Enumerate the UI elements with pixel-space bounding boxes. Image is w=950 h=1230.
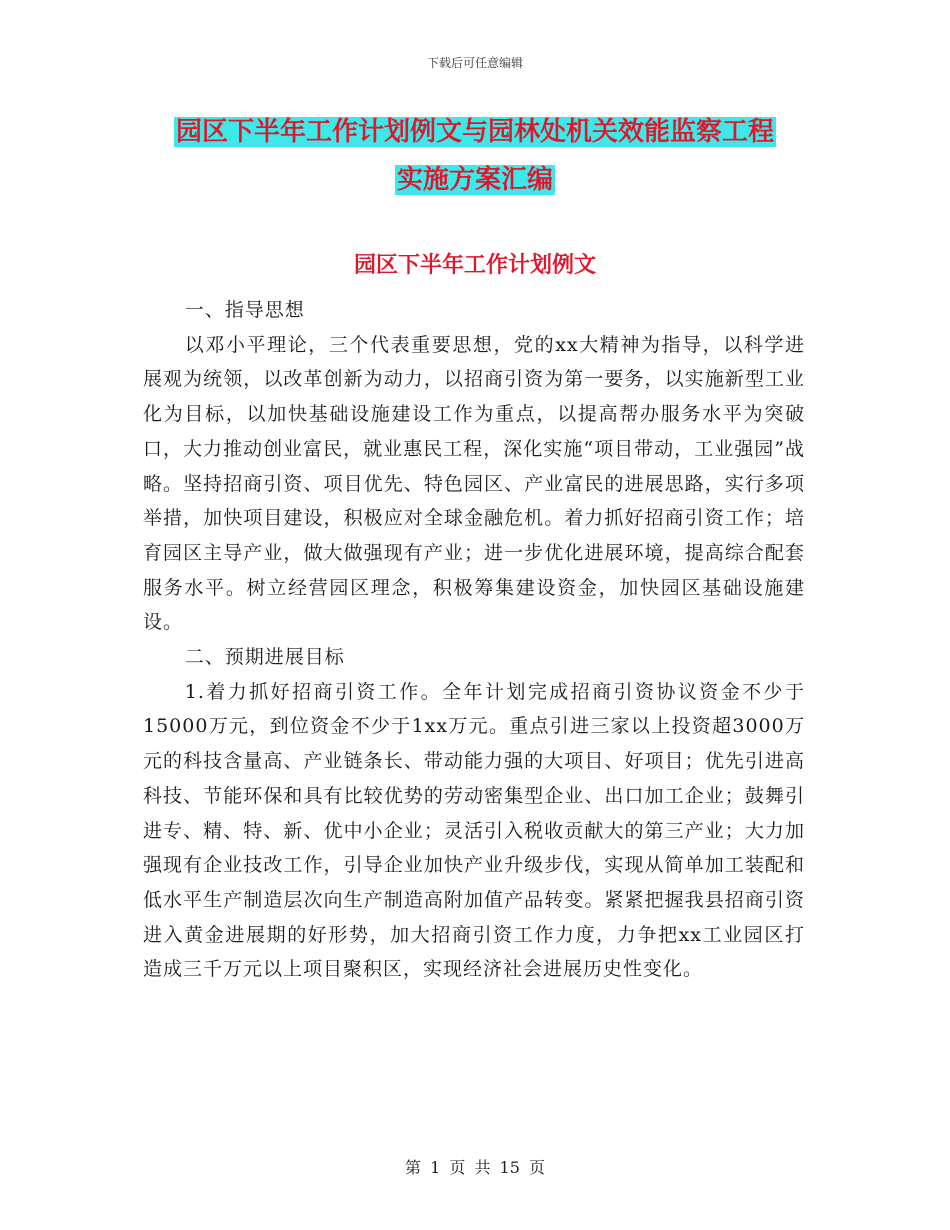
page-footer: 第 1 页 共 15 页 [405, 1158, 545, 1177]
header-note: 下载后可任意编辑 [426, 56, 523, 70]
document-title [150, 108, 800, 204]
paragraph-guiding-thought: 以邓小平理论，三个代表重要思想，党的xx大精神为指导，以科学进展观为统领，以改革创新为动力，以招商引资为第一要务，以实施新型工业化为目标，以加快基础设施建设工作为重点，以提高帮办服务水平为突破口，大力推动创业富民，就业惠民工程，深化实施“项目带动，工业强园”战略。坚持招商引资、项目优先、特色园区、产业富民的进展思路，实行多项举措，加快项目建设，积极应对全球金融危机。着力抓好招商引资工作；培育园区主导产业，做大做强现有产业；进一步优化进展环境，提高综合配套服务水平。树立经营园区理念，积极筹集建设资金，加快园区基础设施建设。 [143, 333, 805, 634]
document-title-line-1: 园区下半年工作计划例文与园林处机关效能监察工程 [175, 117, 774, 147]
heading-guiding-thought: 一、指导思想 [184, 299, 305, 321]
section-title: 园区下半年工作计划例文 [353, 253, 596, 278]
heading-expected-goals: 二、预期进展目标 [184, 646, 345, 669]
document-title-line-2: 实施方案汇编 [396, 165, 553, 195]
body-text [143, 293, 805, 987]
paragraph-investment-goals: 1.着力抓好招商引资工作。全年计划完成招商引资协议资金不少于15000万元，到位资金不少于1xx万元。重点引进三家以上投资超3000万元的科技含量高、产业链条长、带动能力强的大项目、好项目；优先引进高科技、节能环保和具有比较优势的劳动密集型企业、出口加工企业；鼓舞引进专、精、特、新、优中小企业；灵活引入税收贡献大的第三产业；大力加强现有企业技改工作，引导企业加快产业升级步伐，实现从简单加工装配和低水平生产制造层次向生产制造高附加值产品转变。紧紧把握我县招商引资进入黄金进展期的好形势，加大招商引资工作力度，力争把xx工业园区打造成三千万元以上项目聚积区，实现经济社会进展历史性变化。 [143, 680, 805, 981]
